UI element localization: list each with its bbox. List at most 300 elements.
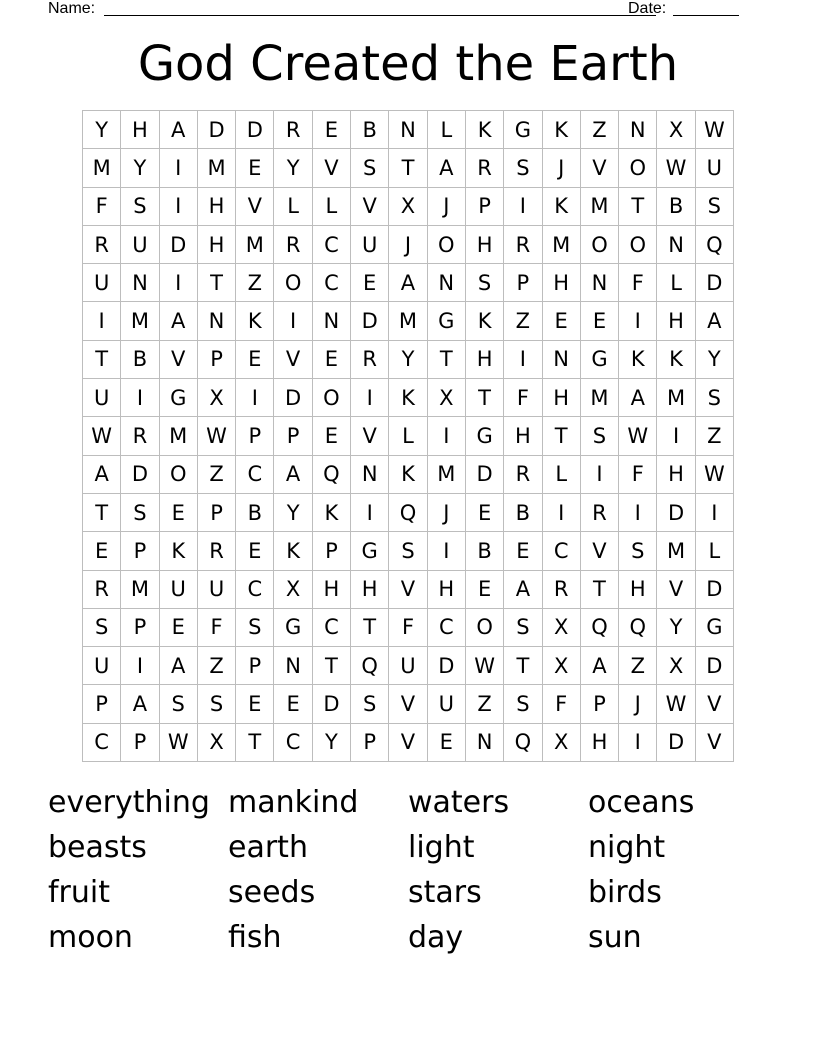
grid-cell: L [657,264,695,302]
grid-cell: U [83,647,121,685]
grid-cell: Z [504,302,542,340]
grid-cell: Q [504,724,542,762]
grid-cell: Y [274,149,312,187]
grid-cell: F [543,685,581,723]
grid-cell: I [121,647,159,685]
grid-cell: V [160,341,198,379]
grid-cell: Y [121,149,159,187]
grid-cell: K [466,302,504,340]
grid-cell: E [581,302,619,340]
grid-cell: D [236,111,274,149]
grid-cell: I [619,724,657,762]
grid-cell: W [198,417,236,455]
grid-cell: D [121,456,159,494]
grid-cell: X [543,609,581,647]
word-list-item: oceans [588,785,695,820]
grid-cell: I [619,494,657,532]
grid-cell: M [428,456,466,494]
grid-cell: I [581,456,619,494]
grid-cell: F [198,609,236,647]
grid-cell: T [581,571,619,609]
grid-cell: I [121,379,159,417]
grid-cell: G [274,609,312,647]
grid-cell: S [466,264,504,302]
grid-cell: D [466,456,504,494]
name-field-line[interactable] [104,15,656,16]
grid-cell: A [619,379,657,417]
grid-cell: K [236,302,274,340]
grid-cell: M [657,379,695,417]
grid-cell: Q [389,494,427,532]
grid-cell: A [83,456,121,494]
grid-cell: Z [466,685,504,723]
grid-cell: U [696,149,734,187]
grid-cell: I [543,494,581,532]
grid-cell: F [389,609,427,647]
grid-cell: J [543,149,581,187]
grid-cell: V [274,341,312,379]
grid-cell: A [160,302,198,340]
grid-cell: O [466,609,504,647]
grid-cell: C [313,609,351,647]
grid-cell: K [160,532,198,570]
grid-cell: A [121,685,159,723]
grid-cell: W [160,724,198,762]
grid-cell: K [619,341,657,379]
grid-cell: X [657,111,695,149]
grid-cell: H [619,571,657,609]
grid-cell: X [657,647,695,685]
grid-cell: R [274,111,312,149]
word-list-item: moon [48,920,133,955]
grid-cell: A [274,456,312,494]
grid-cell: D [351,302,389,340]
grid-cell: V [351,417,389,455]
grid-cell: H [657,456,695,494]
grid-cell: E [504,532,542,570]
grid-cell: Y [83,111,121,149]
grid-cell: B [657,188,695,226]
grid-cell: K [389,379,427,417]
word-list-item: stars [408,875,482,910]
grid-cell: O [619,149,657,187]
grid-cell: H [313,571,351,609]
grid-cell: Y [657,609,695,647]
word-list-item: waters [408,785,510,820]
grid-cell: K [274,532,312,570]
grid-cell: A [581,647,619,685]
grid-cell: T [198,264,236,302]
grid-cell: L [313,188,351,226]
grid-cell: P [313,532,351,570]
grid-cell: D [198,111,236,149]
grid-cell: O [313,379,351,417]
grid-cell: O [619,226,657,264]
grid-cell: G [160,379,198,417]
grid-cell: H [543,379,581,417]
grid-cell: S [619,532,657,570]
date-field-line[interactable] [673,15,739,16]
grid-cell: O [428,226,466,264]
date-label: Date: [628,0,667,17]
grid-cell: P [121,532,159,570]
grid-cell: W [696,456,734,494]
grid-cell: S [389,532,427,570]
grid-cell: W [696,111,734,149]
grid-cell: Y [389,341,427,379]
grid-cell: Y [696,341,734,379]
grid-cell: C [428,609,466,647]
grid-cell: S [504,609,542,647]
grid-cell: J [389,226,427,264]
grid-cell: D [160,226,198,264]
grid-cell: I [619,302,657,340]
grid-cell: A [160,111,198,149]
grid-cell: S [198,685,236,723]
word-list-item: earth [228,830,308,865]
word-search-grid [82,110,734,762]
grid-cell: G [504,111,542,149]
grid-cell: F [504,379,542,417]
word-list-item: fruit [48,875,111,910]
grid-cell: A [696,302,734,340]
grid-cell: B [121,341,159,379]
grid-cell: S [351,685,389,723]
header [48,0,740,20]
grid-cell: O [274,264,312,302]
grid-cell: P [466,188,504,226]
grid-cell: G [428,302,466,340]
grid-cell: Z [198,647,236,685]
grid-cell: V [389,571,427,609]
grid-cell: K [313,494,351,532]
grid-cell: E [428,724,466,762]
grid-cell: S [83,609,121,647]
grid-cell: N [619,111,657,149]
grid-cell: I [428,417,466,455]
grid-cell: C [83,724,121,762]
grid-cell: P [504,264,542,302]
grid-cell: Z [696,417,734,455]
grid-cell: S [696,379,734,417]
grid-cell: N [198,302,236,340]
grid-cell: H [543,264,581,302]
grid-cell: T [543,417,581,455]
grid-cell: V [696,685,734,723]
grid-cell: I [83,302,121,340]
grid-cell: A [389,264,427,302]
grid-cell: T [504,647,542,685]
grid-cell: H [504,417,542,455]
grid-cell: Q [313,456,351,494]
grid-cell: E [351,264,389,302]
grid-cell: S [351,149,389,187]
grid-cell: T [351,609,389,647]
grid-cell: X [274,571,312,609]
grid-cell: D [313,685,351,723]
grid-cell: S [236,609,274,647]
grid-cell: P [351,724,389,762]
grid-cell: R [198,532,236,570]
grid-cell: W [657,149,695,187]
grid-cell: T [389,149,427,187]
grid-cell: M [389,302,427,340]
grid-cell: X [198,724,236,762]
grid-cell: I [428,532,466,570]
grid-cell: V [236,188,274,226]
grid-cell: I [160,149,198,187]
grid-cell: V [351,188,389,226]
grid-cell: F [619,456,657,494]
grid-cell: S [160,685,198,723]
grid-cell: C [313,264,351,302]
grid-cell: R [504,226,542,264]
grid-cell: E [543,302,581,340]
grid-cell: M [236,226,274,264]
grid-cell: N [121,264,159,302]
grid-cell: M [160,417,198,455]
grid-cell: H [466,341,504,379]
grid-cell: Y [313,724,351,762]
grid-cell: L [696,532,734,570]
grid-cell: D [696,264,734,302]
grid-cell: S [504,149,542,187]
grid-cell: V [581,532,619,570]
grid-cell: S [121,494,159,532]
grid-cell: U [198,571,236,609]
grid-cell: N [389,111,427,149]
grid-cell: K [657,341,695,379]
grid-cell: D [274,379,312,417]
grid-cell: M [121,302,159,340]
grid-cell: J [428,494,466,532]
grid-cell: E [160,609,198,647]
grid-cell: Y [274,494,312,532]
grid-cell: H [466,226,504,264]
grid-cell: P [274,417,312,455]
grid-cell: Z [236,264,274,302]
grid-cell: A [160,647,198,685]
grid-cell: E [274,685,312,723]
grid-cell: P [581,685,619,723]
grid-cell: D [696,571,734,609]
grid-cell: B [504,494,542,532]
grid-cell: S [121,188,159,226]
grid-cell: E [313,341,351,379]
grid-cell: V [389,685,427,723]
grid-cell: R [466,149,504,187]
grid-cell: R [543,571,581,609]
grid-cell: A [428,149,466,187]
grid-cell: G [466,417,504,455]
grid-cell: E [160,494,198,532]
grid-cell: V [389,724,427,762]
grid-cell: L [389,417,427,455]
grid-cell: L [274,188,312,226]
grid-cell: T [83,341,121,379]
word-list-item: night [588,830,666,865]
word-list-item: seeds [228,875,316,910]
grid-cell: R [274,226,312,264]
grid-cell: I [160,188,198,226]
grid-cell: M [121,571,159,609]
grid-cell: C [236,456,274,494]
grid-cell: X [543,647,581,685]
grid-cell: Q [351,647,389,685]
grid-cell: N [657,226,695,264]
grid-cell: T [466,379,504,417]
grid-cell: H [581,724,619,762]
grid-cell: L [428,111,466,149]
grid-cell: G [696,609,734,647]
grid-cell: D [428,647,466,685]
grid-cell: B [351,111,389,149]
grid-cell: K [389,456,427,494]
grid-cell: I [657,417,695,455]
grid-cell: U [160,571,198,609]
word-list-item: beasts [48,830,147,865]
grid-cell: B [466,532,504,570]
grid-cell: N [581,264,619,302]
grid-cell: E [236,341,274,379]
grid-cell: I [236,379,274,417]
grid-cell: T [236,724,274,762]
grid-cell: D [657,724,695,762]
grid-cell: C [274,724,312,762]
grid-cell: W [619,417,657,455]
grid-cell: A [504,571,542,609]
grid-cell: M [543,226,581,264]
grid-cell: M [83,149,121,187]
grid-cell: E [236,685,274,723]
grid-cell: P [83,685,121,723]
grid-cell: Q [581,609,619,647]
grid-cell: R [504,456,542,494]
grid-cell: V [657,571,695,609]
grid-cell: E [83,532,121,570]
grid-cell: H [351,571,389,609]
grid-cell: W [83,417,121,455]
grid-cell: V [696,724,734,762]
grid-cell: H [198,188,236,226]
grid-cell: R [351,341,389,379]
grid-cell: E [466,571,504,609]
grid-cell: U [121,226,159,264]
grid-cell: S [696,188,734,226]
word-list-item: light [408,830,475,865]
grid-cell: K [543,111,581,149]
grid-cell: U [83,379,121,417]
grid-cell: L [543,456,581,494]
grid-cell: C [543,532,581,570]
grid-cell: M [581,188,619,226]
grid-cell: K [543,188,581,226]
grid-cell: R [581,494,619,532]
grid-cell: M [657,532,695,570]
grid-cell: H [657,302,695,340]
grid-cell: X [543,724,581,762]
grid-cell: H [198,226,236,264]
grid-cell: B [236,494,274,532]
grid-cell: N [274,647,312,685]
grid-cell: F [83,188,121,226]
grid-cell: M [198,149,236,187]
word-list-item: fish [228,920,282,955]
grid-cell: H [428,571,466,609]
grid-cell: I [160,264,198,302]
grid-cell: W [657,685,695,723]
word-list-item: birds [588,875,662,910]
grid-cell: Q [619,609,657,647]
grid-cell: N [428,264,466,302]
grid-cell: U [389,647,427,685]
grid-cell: I [351,379,389,417]
grid-cell: T [619,188,657,226]
grid-cell: T [428,341,466,379]
grid-cell: I [274,302,312,340]
grid-cell: V [581,149,619,187]
grid-cell: I [504,341,542,379]
grid-cell: J [428,188,466,226]
grid-cell: N [351,456,389,494]
grid-cell: Z [581,111,619,149]
word-list-item: day [408,920,464,955]
grid-cell: K [466,111,504,149]
grid-cell: X [428,379,466,417]
grid-cell: E [236,532,274,570]
grid-cell: C [236,571,274,609]
grid-cell: Z [198,456,236,494]
grid-cell: I [696,494,734,532]
word-list-item: everything [48,785,210,820]
grid-cell: R [83,571,121,609]
grid-cell: H [121,111,159,149]
grid-cell: N [543,341,581,379]
grid-cell: Q [696,226,734,264]
grid-cell: U [428,685,466,723]
grid-cell: V [313,149,351,187]
grid-cell: J [619,685,657,723]
grid-cell: G [351,532,389,570]
grid-cell: R [83,226,121,264]
grid-cell: P [236,417,274,455]
grid-cell: M [581,379,619,417]
grid-cell: R [121,417,159,455]
grid-cell: Z [619,647,657,685]
grid-cell: G [581,341,619,379]
grid-cell: E [313,417,351,455]
grid-cell: T [83,494,121,532]
grid-cell: O [160,456,198,494]
grid-cell: S [581,417,619,455]
grid-cell: O [581,226,619,264]
grid-cell: P [121,609,159,647]
word-list [48,780,768,960]
grid-cell: X [389,188,427,226]
grid-cell: F [619,264,657,302]
grid-cell: U [351,226,389,264]
grid-cell: T [313,647,351,685]
grid-cell: C [313,226,351,264]
grid-cell: P [198,494,236,532]
grid-cell: U [83,264,121,302]
page-title: God Created the Earth [137,36,679,92]
grid-cell: D [696,647,734,685]
word-list-item: mankind [228,785,359,820]
grid-cell: E [236,149,274,187]
grid-cell: I [504,188,542,226]
grid-cell: I [351,494,389,532]
